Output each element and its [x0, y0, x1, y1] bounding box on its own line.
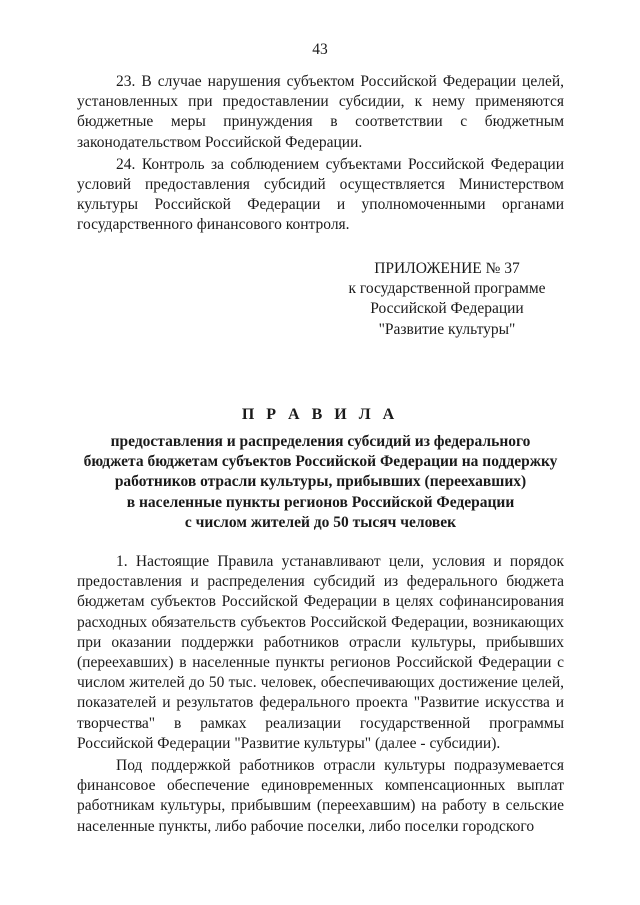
appendix-line: к государственной программе: [348, 280, 546, 298]
subtitle-line: бюджета бюджетам субъектов Российской Федерации на поддержку: [83, 453, 558, 471]
subtitle-line: предоставления и распределения субсидий из федерального: [110, 433, 531, 450]
rules-subtitle: [77, 432, 564, 533]
top-paragraphs: [77, 72, 564, 236]
appendix-line: "Развитие культуры": [378, 320, 516, 338]
subtitle-line: работников отрасли культуры, прибывших (переехавших): [114, 473, 527, 491]
page-number: 43: [312, 41, 328, 58]
paragraph-24: 24. Контроль за соблюдением субъектами Российской Федерации условий предоставления субсидий осуществляется Министерством культуры Российской Федерации и уполномоченными органами государственного финансового контроля.: [77, 155, 564, 234]
paragraph-1: 1. Настоящие Правила устанавливают цели, условия и порядок предоставления и распределения субсидий из федерального бюджета бюджетам субъектов Российской Федерации в целях софинансирования расходных обязательств субъектов Российской Федерации, возникающих при оказании поддержки работников отрасли культуры, прибывших (переехавших) в населенные пункты регионов Российской Федерации с числом жителей до 50 тыс. человек, обеспечивающих достижение целей, показателей и результатов федерального проекта "Развитие искусства и творчества" в рамках реализации государственной программы Российской Федерации "Развитие культуры" (далее - субсидии).: [77, 553, 564, 752]
appendix-title: ПРИЛОЖЕНИЕ № 37: [374, 260, 520, 277]
paragraph-support-definition: Под поддержкой работников отрасли культуры подразумевается финансовое обеспечение единовременных компенсационных выплат работникам культуры, прибывшим (переехавшим) на работу в сельские населенные пункты, либо рабочие поселки, либо поселки городского: [77, 757, 564, 835]
appendix-line: Российской Федерации: [370, 300, 524, 318]
subtitle-line: с числом жителей до 50 тысяч человек: [184, 513, 457, 531]
paragraph-23: 23. В случае нарушения субъектом Российской Федерации целей, установленных при предоставлении субсидии, к нему применяются бюджетные меры принуждения в соответствии с бюджетным законодательством Российской Федерации.: [77, 73, 564, 151]
appendix-block: [330, 259, 564, 340]
rules-title: П Р А В И Л А: [241, 406, 399, 423]
body-paragraphs: [77, 552, 564, 837]
subtitle-line: в населенные пункты регионов Российской Федерации: [126, 493, 515, 511]
